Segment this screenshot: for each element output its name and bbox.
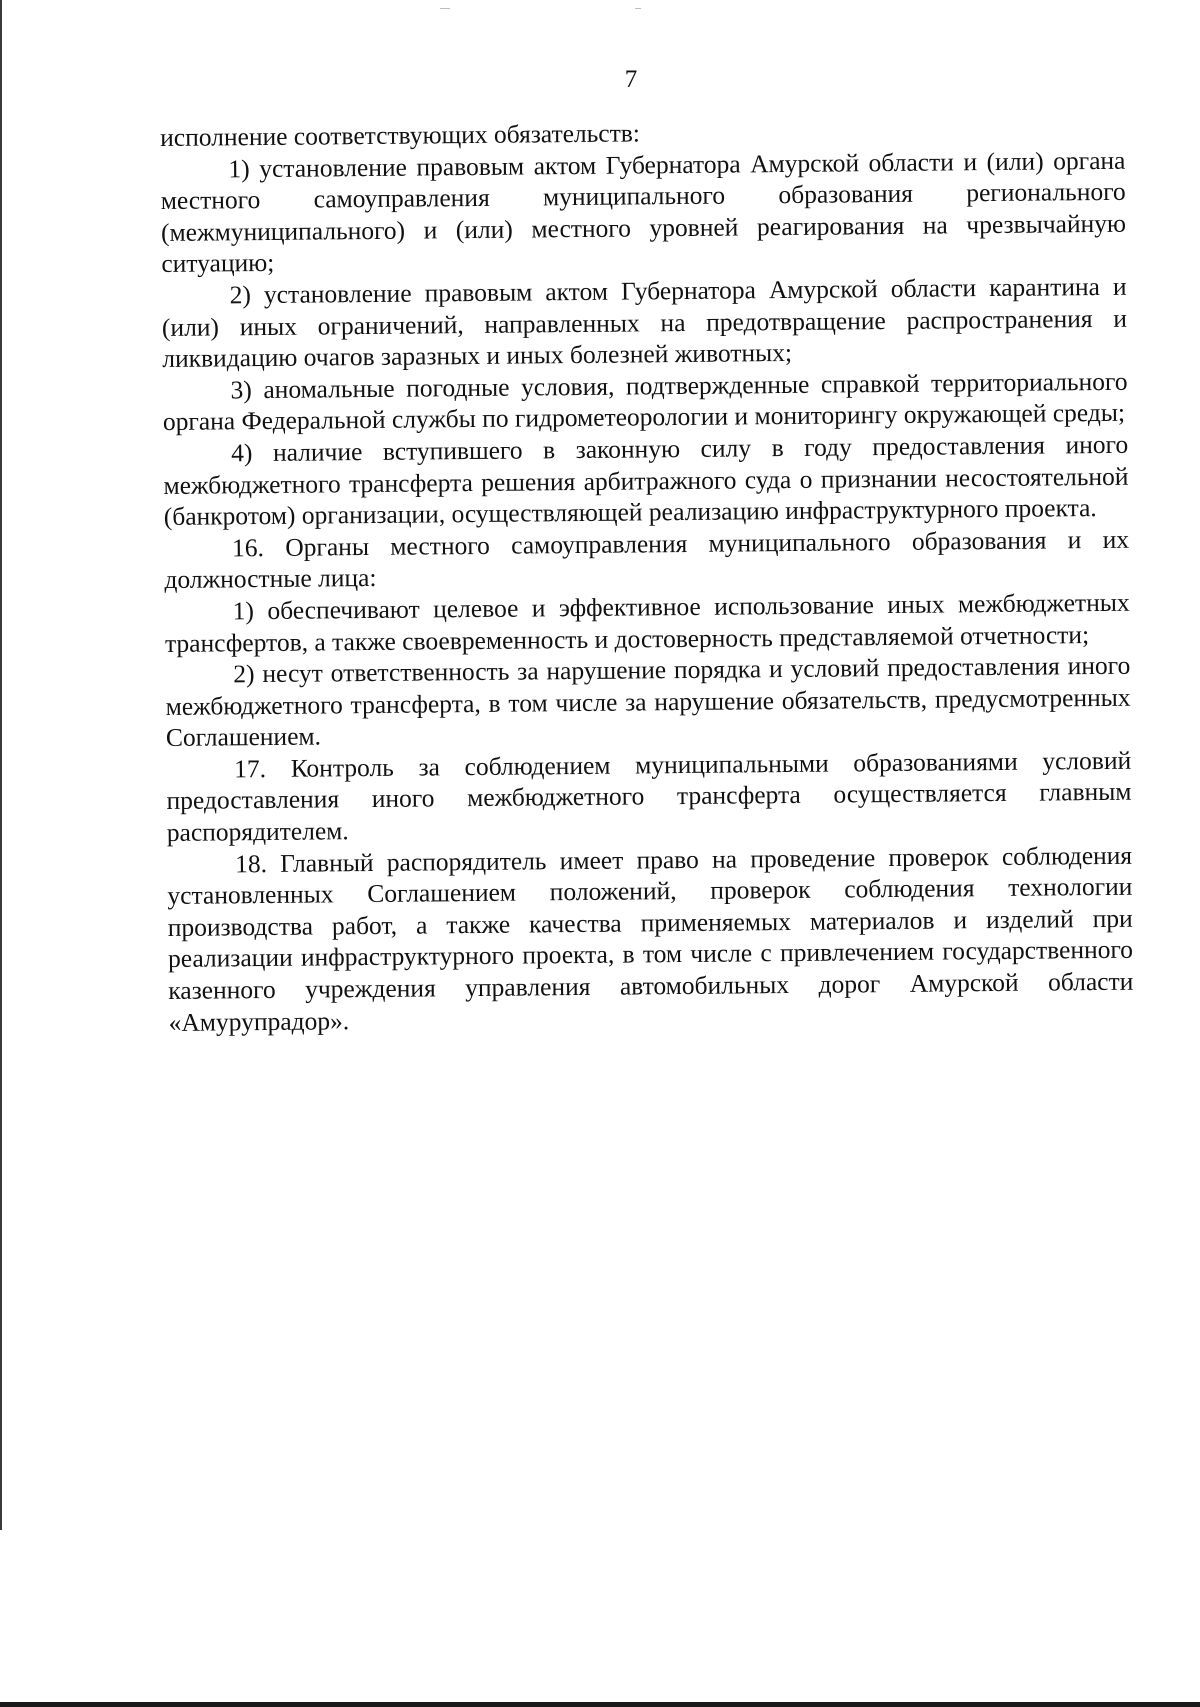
paragraph-section-16-item-2: 2) несут ответственность за нарушение порядка и условий предоставления иного межбюджетного трансферта, в том числе за нарушение обязательств, предусмотренных Соглашением. bbox=[165, 650, 1131, 753]
paragraph-item-3: 3) аномальные погодные условия, подтвержденные справкой территориального органа Федеральной службы по гидрометеорологии и мониторингу окружающей среды; bbox=[162, 366, 1128, 437]
paragraph-item-4: 4) наличие вступившего в законную силу в году предоставления иного межбюджетного трансферта решения арбитражного суда о признании несостоятельной (банкротом) организации, осуществляющей реализацию инфраструктурного проекта. bbox=[163, 429, 1129, 532]
scan-edge-left bbox=[0, 0, 2, 1530]
scan-speck bbox=[440, 8, 450, 9]
paragraph-intro: исполнение соответствующих обязательств: bbox=[160, 118, 641, 152]
paragraph-section-18: 18. Главный распорядитель имеет право на проведение проверок соблюдения установленных Соглашением положений, проверок соблюдения технологии производства работ, а также качества применяемых материалов и изделий при реализации инфраструктурного проекта, в том числе с привлечением государственного казенного учреждения управления автомобильных дорог Амурской области «Амурупрадор». bbox=[167, 840, 1134, 1037]
scan-edge-bottom bbox=[0, 1702, 1200, 1707]
paragraph-item-1: 1) установление правовым актом Губернатора Амурской области и (или) органа местного самоуправления муниципального образования регионального (межмуниципального) и (или) местного уровней реагирования на чрезвычайную ситуацию; bbox=[160, 145, 1127, 279]
document-body bbox=[160, 113, 1134, 1038]
paragraph-item-2: 2) установление правовым актом Губернатора Амурской области карантина и (или) иных ограничений, направленных на предотвращение распространения и ликвидацию очагов заразных и иных болезней животных; bbox=[161, 271, 1128, 374]
paragraph-section-17: 17. Контроль за соблюдением муниципальными образованиями условий предоставления иного межбюджетного трансферта осуществляется главным распорядителем. bbox=[166, 745, 1132, 848]
page-number: 7 bbox=[624, 66, 638, 93]
paragraph-section-16-item-1: 1) обеспечивают целевое и эффективное использование иных межбюджетных трансфертов, а также своевременность и достоверность представляемой отчетности; bbox=[164, 587, 1130, 658]
scan-speck bbox=[635, 8, 641, 9]
paragraph-section-16: 16. Органы местного самоуправления муниципального образования и их должностные лица: bbox=[164, 524, 1130, 595]
